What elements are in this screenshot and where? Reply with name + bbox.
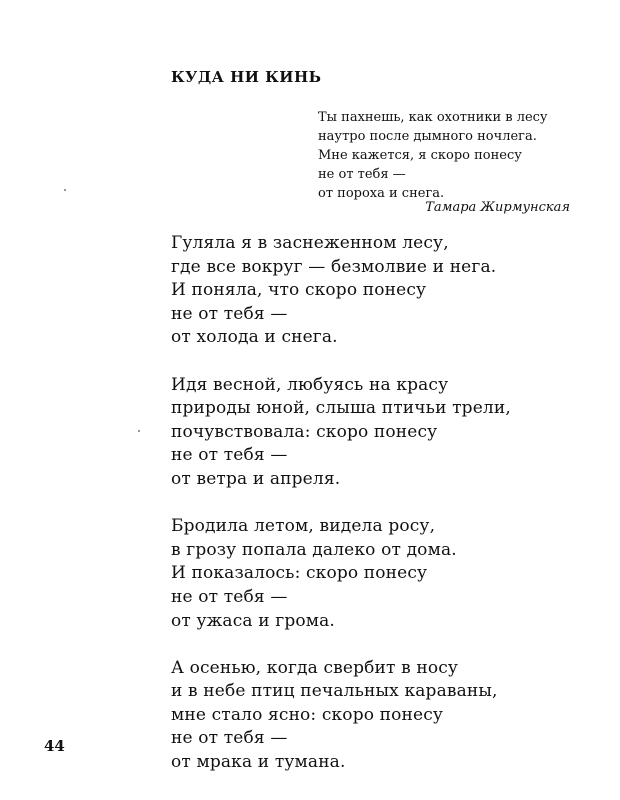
poem-line: А осенью, когда свербит в носу [171, 657, 459, 678]
poem-line: Гуляла я в заснеженном лесу, [171, 233, 449, 253]
stanza [171, 232, 511, 350]
epigraph-line: наутро после дымного ночлега. [318, 129, 537, 144]
poem-line: в грозу попала далеко от дома. [171, 539, 457, 560]
epigraph-line: Мне кажется, я скоро понесу [318, 148, 522, 163]
poem-line: от ветра и апреля. [171, 468, 341, 489]
epigraph [318, 108, 548, 203]
stanza [171, 374, 511, 492]
epigraph-author: Тамара Жирмунская [425, 200, 570, 215]
poem-line: не от тебя — [171, 728, 288, 749]
poem-line: и в небе птиц печальных караваны, [171, 681, 498, 702]
poem-line: не от тебя — [171, 445, 288, 466]
stanza [171, 657, 511, 775]
poem-title: КУДА НИ КИНЬ [171, 68, 322, 86]
paper-speck [64, 189, 66, 191]
poem-line: И поняла, что скоро понесу [171, 280, 427, 301]
poem-line: не от тебя — [171, 586, 288, 607]
poem-line: от ужаса и грома. [171, 610, 335, 631]
stanza [171, 515, 511, 633]
page-number: 44 [44, 737, 65, 755]
poem-line: природы юной, слыша птичьи трели, [171, 398, 511, 419]
poem-line: мне стало ясно: скоро понесу [171, 704, 444, 725]
epigraph-line: Ты пахнешь, как охотники в лесу [318, 110, 548, 125]
poem-body [171, 232, 511, 775]
poem-line: почувствовала: скоро понесу [171, 421, 438, 442]
poem-line: не от тебя — [171, 303, 288, 324]
paper-speck [138, 430, 140, 432]
poem-line: от мрака и тумана. [171, 752, 346, 773]
epigraph-line: от пороха и снега. [318, 186, 445, 201]
poem-line: Бродила летом, видела росу, [171, 516, 436, 537]
poem-line: И показалось: скоро понесу [171, 563, 428, 584]
poem-line: где все вокруг — безмолвие и нега. [171, 256, 497, 277]
poem-line: Идя весной, любуясь на красу [171, 374, 449, 395]
poem-line: от холода и снега. [171, 327, 338, 348]
epigraph-line: не от тебя — [318, 167, 406, 182]
